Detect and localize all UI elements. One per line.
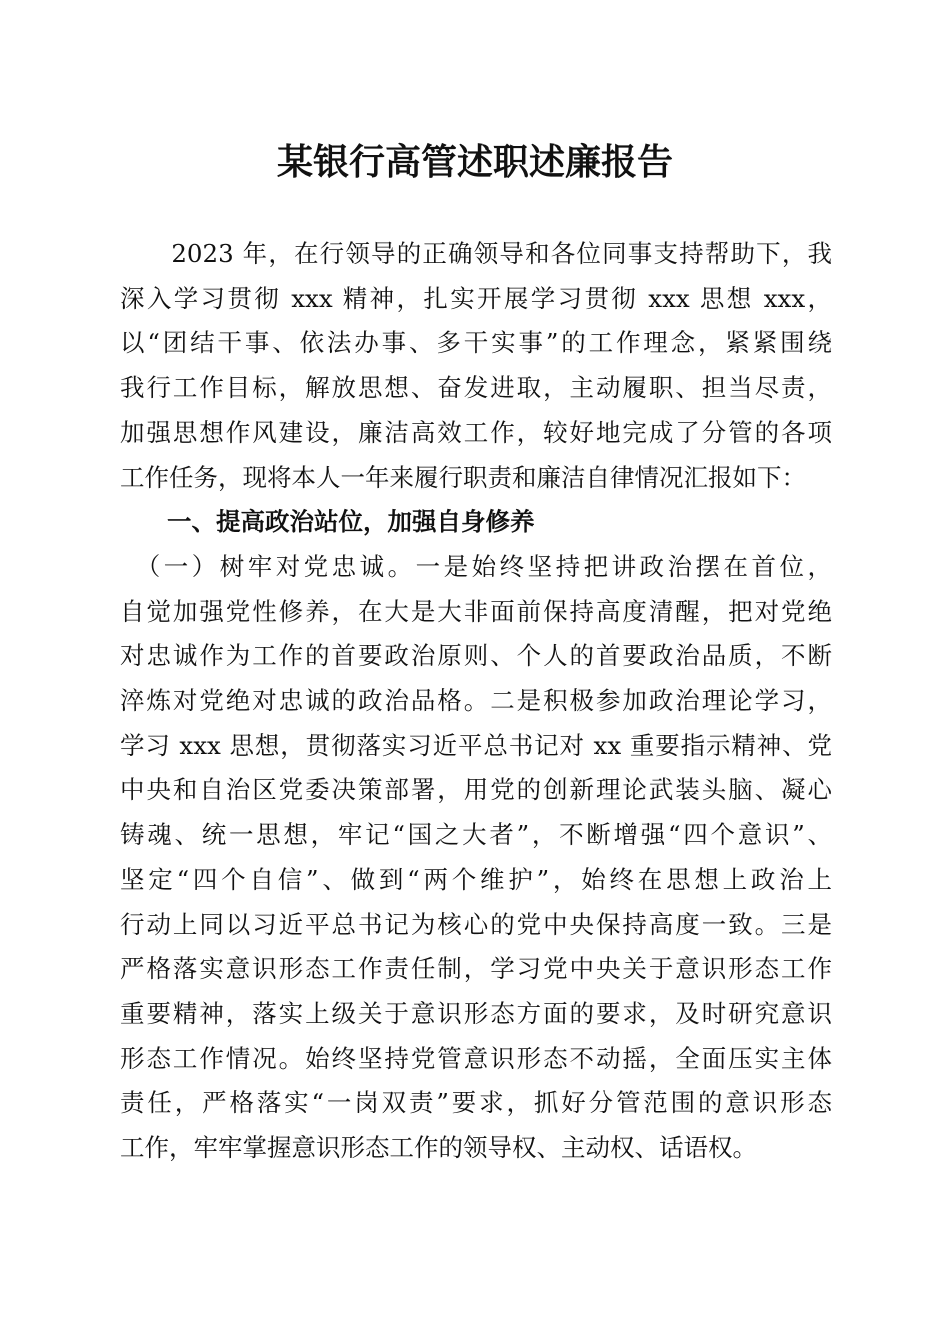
section-line: 中央和自治区党委决策部署，用党的创新理论武装头脑、凝心 (120, 775, 832, 805)
document-title: 某银行高管述职述廉报告 (276, 141, 673, 183)
section-line: （一）树牢对党忠诚。一是始终坚持把讲政治摆在首位， (120, 551, 832, 581)
section-line: 严格落实意识形态工作责任制，学习党中央关于意识形态工作 (120, 954, 832, 984)
intro-line: 加强思想作风建设，廉洁高效工作，较好地完成了分管的各项 (120, 417, 832, 447)
document-body (120, 232, 832, 1171)
intro-line: 深入学习贯彻 xxx 精神，扎实开展学习贯彻 xxx 思想 xxx， (120, 283, 832, 313)
section-line: 坚定“四个自信”、做到“两个维护”，始终在思想上政治上 (120, 864, 832, 894)
intro-line: 我行工作目标，解放思想、奋发进取，主动履职、担当尽责， (120, 373, 832, 403)
section-heading: 一、提高政治站位，加强自身修养 (167, 507, 535, 537)
section-line: 淬炼对党绝对忠诚的政治品格。二是积极参加政治理论学习， (120, 686, 832, 716)
section-line: 自觉加强党性修养，在大是大非面前保持高度清醒，把对党绝 (120, 596, 832, 626)
section-line: 工作，牢牢掌握意识形态工作的领导权、主动权、话语权。 (120, 1133, 757, 1163)
section-line: 责任，严格落实“一岗双责”要求，抓好分管范围的意识形态 (120, 1088, 832, 1118)
intro-line: 以“团结干事、依法办事、多干实事”的工作理念，紧紧围绕 (120, 328, 832, 358)
section-line: 行动上同以习近平总书记为核心的党中央保持高度一致。三是 (120, 909, 832, 939)
section-line: 铸魂、统一思想，牢记“国之大者”，不断增强“四个意识”、 (120, 820, 832, 850)
section-line: 重要精神，落实上级关于意识形态方面的要求，及时研究意识 (120, 998, 832, 1028)
section-line: 形态工作情况。始终坚持党管意识形态不动摇，全面压实主体 (120, 1043, 832, 1073)
intro-line: 工作任务，现将本人一年来履行职责和廉洁自律情况汇报如下： (120, 462, 806, 492)
intro-line: 2023 年，在行领导的正确领导和各位同事支持帮助下，我 (120, 239, 832, 268)
section-line: 学习 xxx 思想，贯彻落实习近平总书记对 xx 重要指示精神、党 (120, 730, 832, 760)
section-line: 对忠诚作为工作的首要政治原则、个人的首要政治品质，不断 (120, 641, 832, 671)
